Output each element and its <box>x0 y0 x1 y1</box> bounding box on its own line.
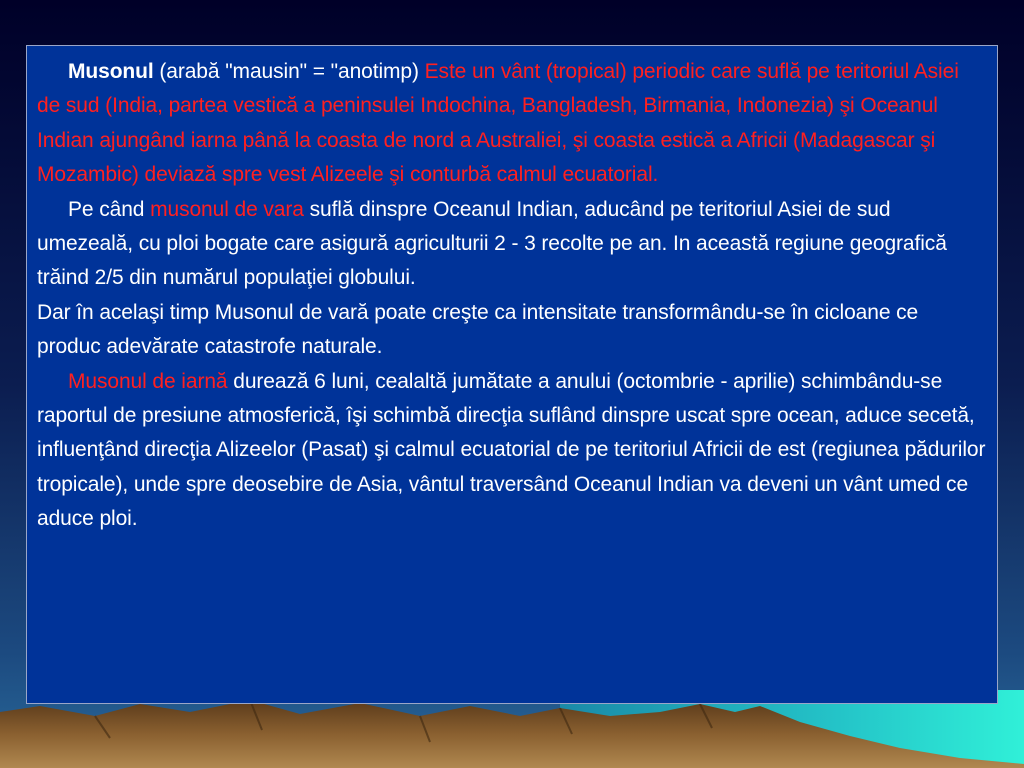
term-musonul: Musonul <box>68 60 154 83</box>
paragraph-summer-monsoon <box>37 193 987 296</box>
summer-monsoon-term: musonul de vara <box>150 197 304 221</box>
text-box <box>26 45 998 704</box>
paragraph-definition <box>37 55 987 193</box>
paragraph-cyclones: Dar în acelaşi timp Musonul de vară poate creşte ca intensitate transformându-se în cicloane ce produc adevărate catastrofe naturale. <box>37 300 919 359</box>
paragraph-winter-monsoon <box>37 365 987 537</box>
etymology: (arabă "mausin" = "anotimp) <box>153 60 425 83</box>
winter-description: durează 6 luni, cealaltă jumătate a anului (octombrie - aprilie) schimbându-se raportul de presiune atmosferică, îşi schimbă direcţia suflând dinspre uscat spre ocean, aduce secetă, influenţând direcţia Alizeelor (Pasat) şi calmul ecuatorial de pe teritoriul Africii de est (regiunea pădurilor tropicale), unde spre deosebire de Asia, vântul traversând Oceanul Indian va deveni un vânt umed ce aduce ploi. <box>37 369 986 531</box>
summer-intro: Pe când <box>68 197 151 221</box>
definition-text: Este un vânt (tropical) periodic care suflă pe teritoriul Asiei de sud (India, partea vestică a peninsulei Indochina, Bangladesh, Birmania, Indonezia) şi Oceanul Indian ajungând iarna până la coasta de nord a Australiei, şi coasta estică a Africii (Madagascar şi Mozambic) deviază spre vest Alizeele şi conturbă calmul ecuatorial. <box>37 60 959 187</box>
summer-description: suflă dinspre Oceanul Indian, aducând pe teritoriul Asiei de sud umezeală, cu ploi bogate care asigură agriculturii 2 - 3 recolte pe an. In această regiune geografică trăind 2/5 din numărul populaţiei globului. <box>37 197 947 290</box>
winter-monsoon-term: Musonul de iarnă <box>68 369 228 393</box>
